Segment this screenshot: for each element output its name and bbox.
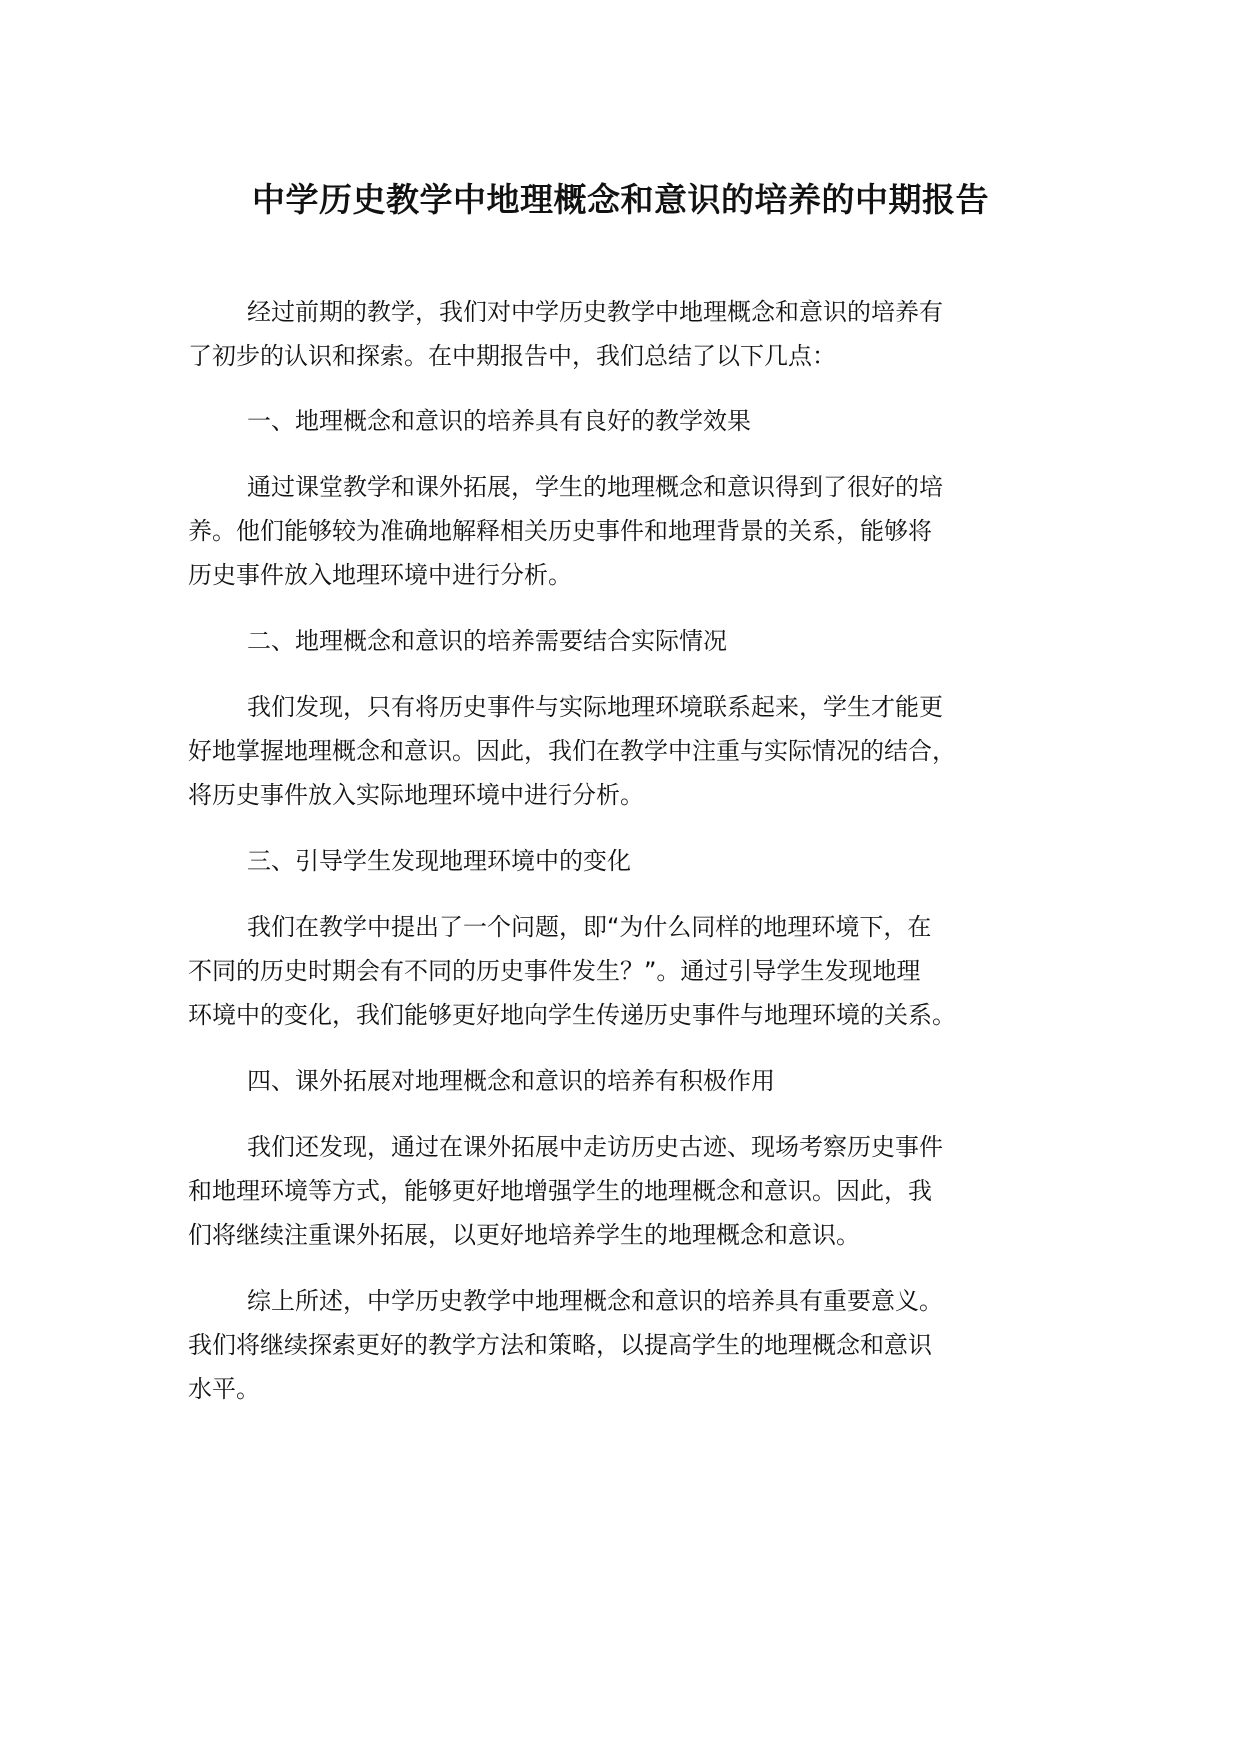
conclusion-line-1: 综上所述，中学历史教学中地理概念和意识的培养具有重要意义。 <box>247 1287 943 1315</box>
paragraph-2-line-1: 我们发现，只有将历史事件与实际地理环境联系起来，学生才能更 <box>247 693 943 721</box>
conclusion-line-3: 水平。 <box>188 1375 260 1403</box>
paragraph-4-line-3: 们将继续注重课外拓展，以更好地培养学生的地理概念和意识。 <box>188 1221 860 1249</box>
document-title: 中学历史教学中地理概念和意识的培养的中期报告 <box>252 180 989 219</box>
conclusion-line-2: 我们将继续探索更好的教学方法和策略，以提高学生的地理概念和意识 <box>188 1331 932 1359</box>
paragraph-4-line-1: 我们还发现，通过在课外拓展中走访历史古迹、现场考察历史事件 <box>247 1133 943 1161</box>
paragraph-2-line-2: 好地掌握地理概念和意识。因此，我们在教学中注重与实际情况的结合， <box>188 737 956 765</box>
section-heading-3: 三、引导学生发现地理环境中的变化 <box>247 847 631 875</box>
section-heading-2: 二、地理概念和意识的培养需要结合实际情况 <box>247 627 727 655</box>
paragraph-4-line-2: 和地理环境等方式，能够更好地增强学生的地理概念和意识。因此，我 <box>188 1177 932 1205</box>
paragraph-3-line-1: 我们在教学中提出了一个问题，即“为什么同样的地理环境下，在 <box>247 913 932 941</box>
paragraph-intro-line-2: 了初步的认识和探索。在中期报告中，我们总结了以下几点： <box>188 342 836 370</box>
paragraph-1-line-3: 历史事件放入地理环境中进行分析。 <box>188 561 572 589</box>
section-heading-1: 一、地理概念和意识的培养具有良好的教学效果 <box>247 407 751 435</box>
paragraph-1-line-1: 通过课堂教学和课外拓展，学生的地理概念和意识得到了很好的培 <box>247 473 943 501</box>
paragraph-3-line-3: 环境中的变化，我们能够更好地向学生传递历史事件与地理环境的关系。 <box>188 1001 956 1029</box>
paragraph-intro-line-1: 经过前期的教学，我们对中学历史教学中地理概念和意识的培养有 <box>247 298 943 326</box>
section-heading-4: 四、课外拓展对地理概念和意识的培养有积极作用 <box>247 1067 775 1095</box>
paragraph-2-line-3: 将历史事件放入实际地理环境中进行分析。 <box>188 781 644 809</box>
paragraph-1-line-2: 养。他们能够较为准确地解释相关历史事件和地理背景的关系，能够将 <box>188 517 932 545</box>
paragraph-3-line-2: 不同的历史时期会有不同的历史事件发生？”。通过引导学生发现地理 <box>188 957 921 985</box>
